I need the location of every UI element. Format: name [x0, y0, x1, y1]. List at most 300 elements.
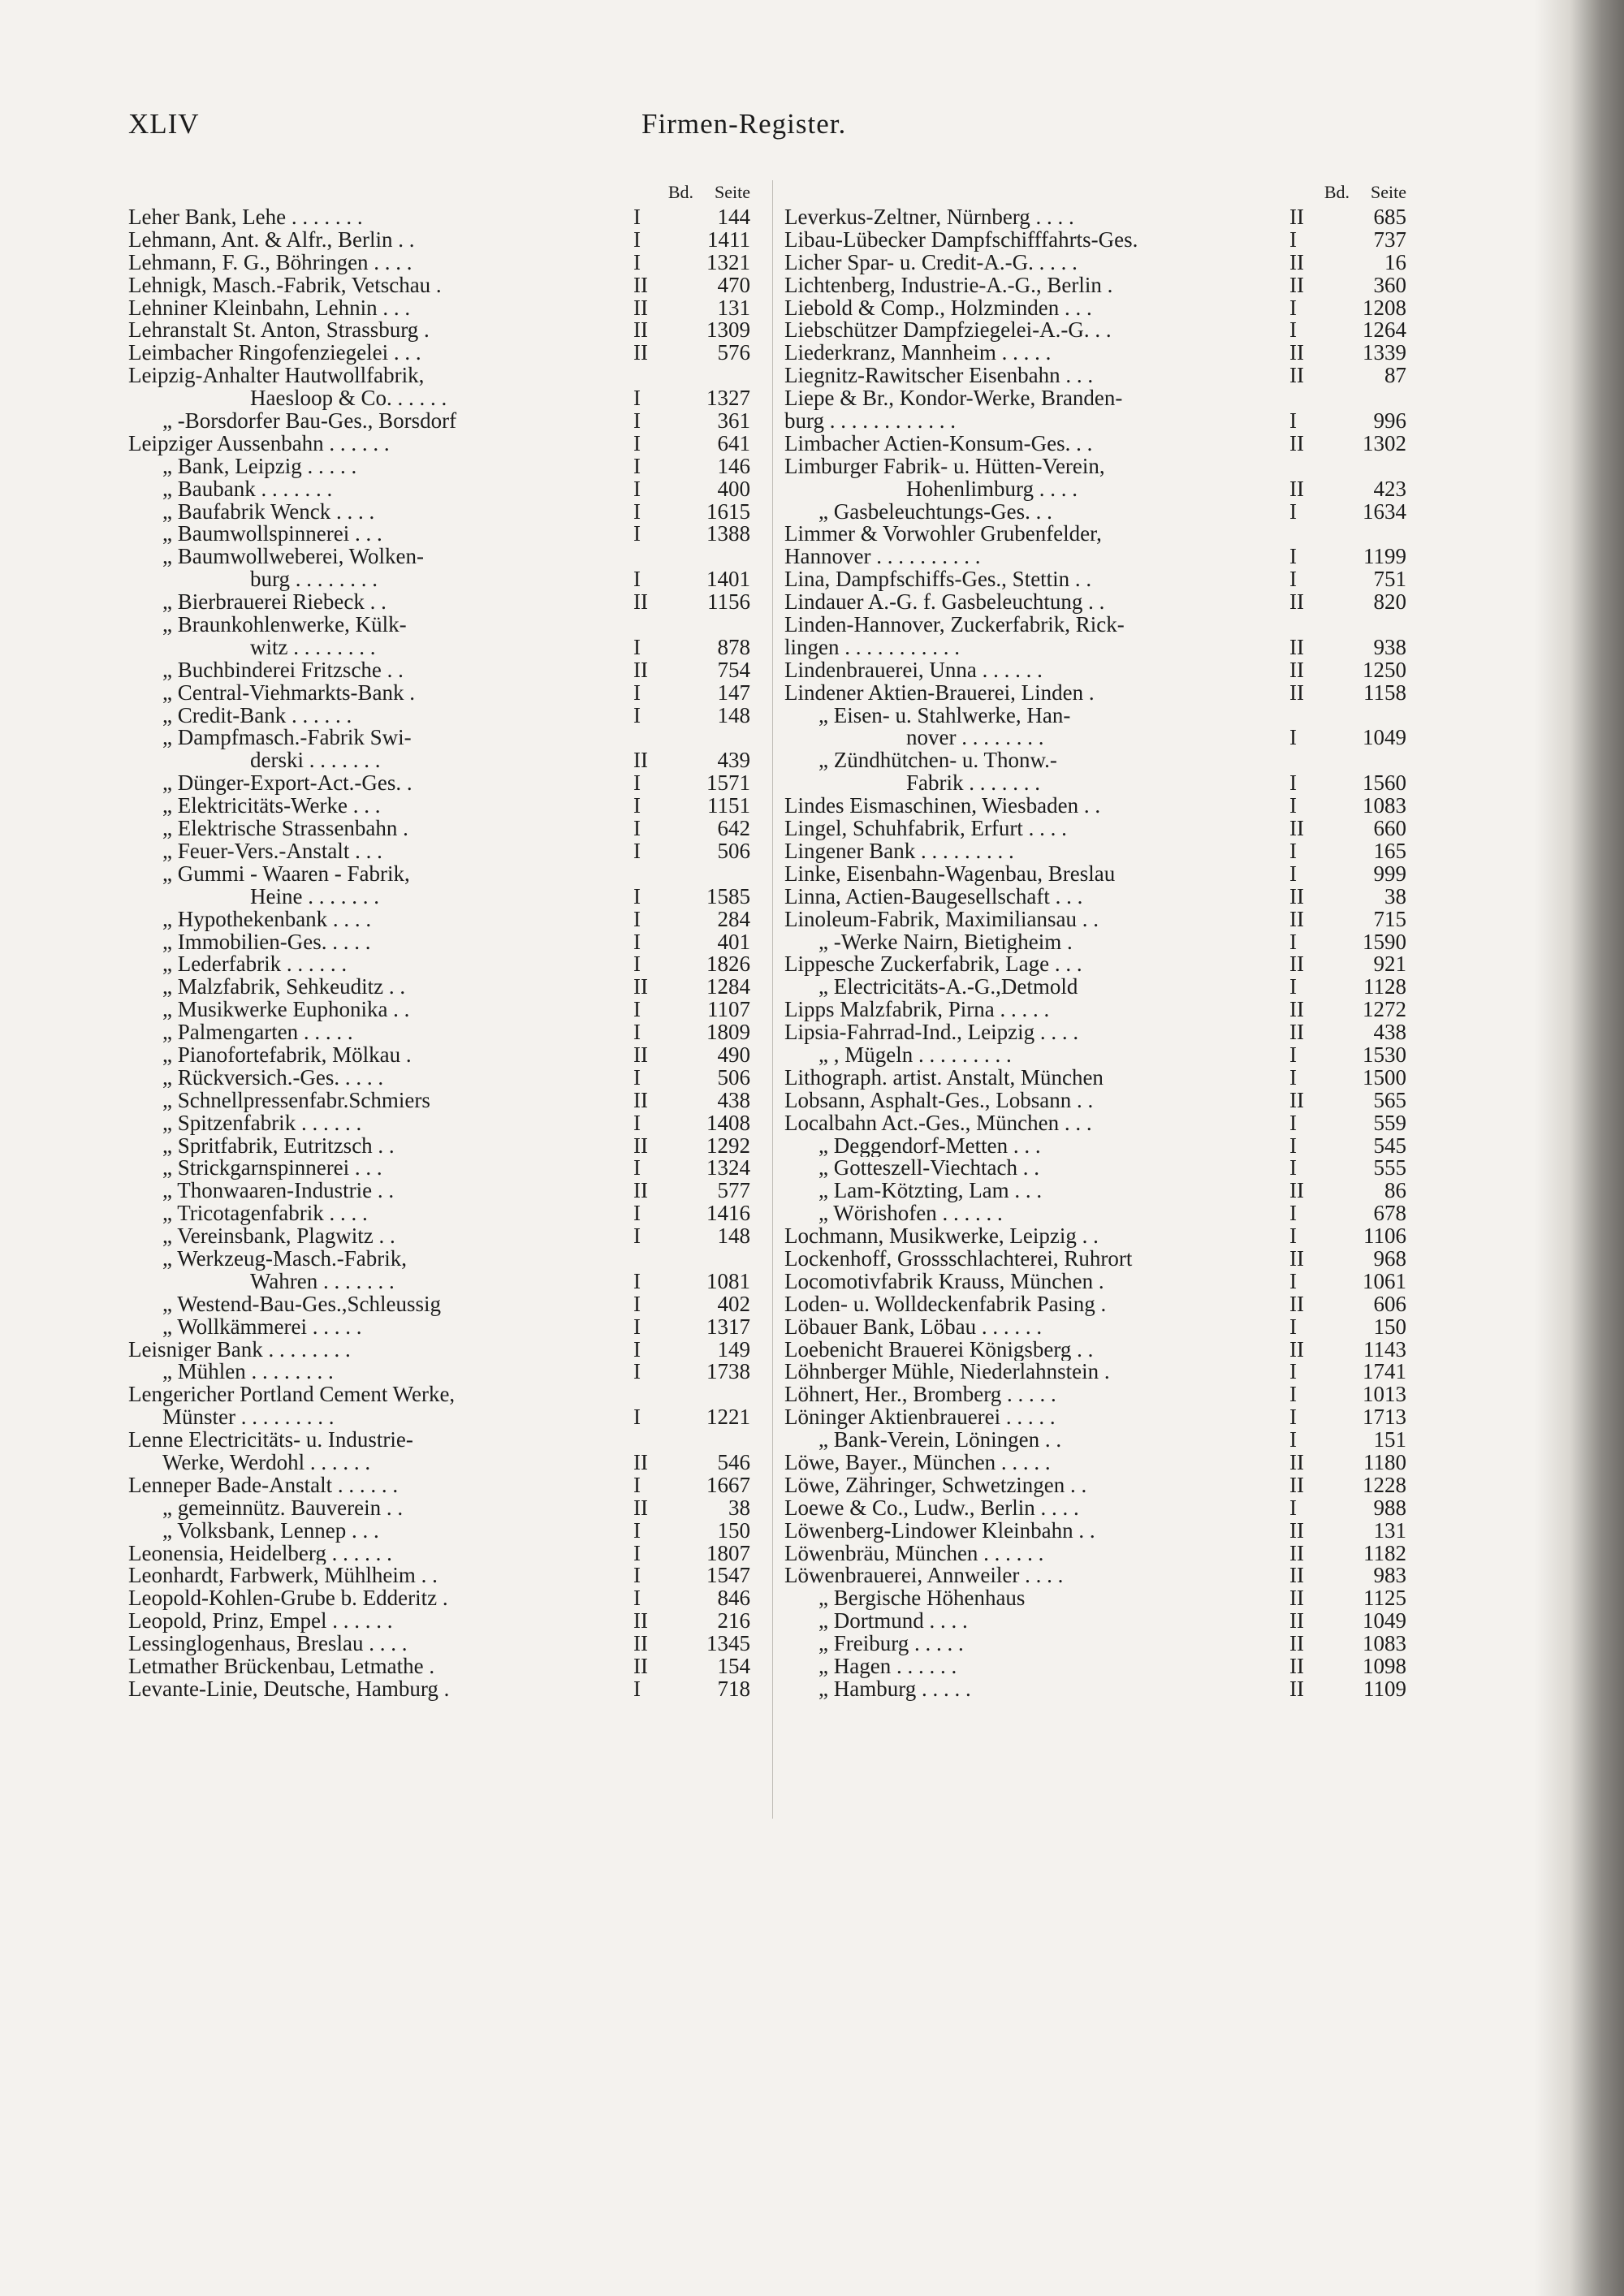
- entry-page: 576: [717, 340, 750, 365]
- entry-name: „ Lam-Kötzting, Lam . . .: [818, 1180, 1043, 1203]
- entry-page: 1809: [706, 1020, 750, 1045]
- seite-header: Seite: [1371, 182, 1406, 202]
- entry-page: 1345: [706, 1631, 750, 1656]
- entry-name: Linke, Eisenbahn-Wagenbau, Breslau: [784, 862, 1116, 886]
- entry-volume: I: [633, 1314, 641, 1339]
- entry-page: 1738: [706, 1359, 750, 1384]
- entry-name: Liegnitz-Rawitscher Eisenbahn . . .: [784, 365, 1094, 388]
- entry-name: „ Musikwerke Euphonika . .: [162, 999, 410, 1022]
- entry-volume: I: [633, 1472, 641, 1497]
- register-entry: [128, 387, 754, 410]
- register-entry: [784, 591, 1410, 614]
- entry-name: burg . . . . . . . .: [250, 568, 378, 592]
- register-entry: [128, 1112, 754, 1135]
- entry-page: 565: [1373, 1087, 1406, 1112]
- entry-volume: I: [633, 816, 641, 841]
- register-entry: [784, 772, 1410, 795]
- entry-volume: II: [1289, 1020, 1304, 1045]
- entry-page: 400: [717, 476, 750, 501]
- register-entry: [128, 430, 754, 455]
- entry-volume: II: [633, 295, 648, 320]
- entry-page: 1571: [706, 770, 750, 796]
- entry-volume: II: [1289, 1676, 1304, 1701]
- entry-name: „ Strickgarnspinnerei . . .: [162, 1157, 382, 1180]
- entry-name: Löwenberg-Lindower Kleinbahn . .: [784, 1519, 1095, 1543]
- entry-name: „ Gasbeleuchtungs-Ges. . .: [818, 500, 1052, 524]
- entry-volume: II: [1289, 1540, 1304, 1565]
- register-entry: [128, 931, 754, 954]
- entry-page: 754: [717, 657, 750, 682]
- entry-name: Hannover . . . . . . . . . .: [784, 546, 981, 569]
- entry-volume: I: [1289, 1064, 1297, 1090]
- entry-page: 1547: [706, 1563, 750, 1588]
- entry-volume: I: [1289, 408, 1297, 434]
- entry-volume: I: [1289, 929, 1297, 954]
- register-entry: [784, 863, 1410, 886]
- entry-volume: II: [1289, 906, 1304, 931]
- register-entry: [128, 546, 754, 568]
- register-entry: [784, 634, 1410, 659]
- entry-volume: I: [633, 249, 641, 274]
- entry-name: Lobsann, Asphalt-Ges., Lobsann . .: [784, 1089, 1094, 1112]
- entry-page: 1107: [707, 997, 750, 1022]
- entry-page: 506: [717, 838, 750, 863]
- entry-volume: II: [1289, 1586, 1304, 1611]
- register-entry: [128, 614, 754, 637]
- entry-name: Localbahn Act.-Ges., München . . .: [784, 1111, 1092, 1135]
- entry-volume: I: [1289, 1359, 1297, 1384]
- entry-page: 1590: [1363, 929, 1406, 954]
- entry-name: Locomotivfabrik Krauss, München .: [784, 1270, 1104, 1293]
- entry-name: Leonhardt, Farbwerk, Mühlheim . .: [128, 1564, 438, 1588]
- entry-name: „ Feuer-Vers.-Anstalt . . .: [162, 839, 382, 863]
- register-entry: [784, 365, 1410, 387]
- register-entry: [128, 772, 754, 795]
- register-entry: [128, 702, 754, 727]
- entry-page: 1083: [1363, 793, 1406, 818]
- right-column-header: [784, 179, 1410, 206]
- column-divider: [772, 180, 773, 1819]
- register-entry: [128, 498, 754, 524]
- entry-volume: II: [1289, 272, 1304, 297]
- entry-name: Lippesche Zuckerfabrik, Lage . . .: [784, 953, 1082, 977]
- entry-name: „ Lederfabrik . . . . . .: [162, 953, 348, 977]
- entry-page: 1272: [1363, 997, 1406, 1022]
- entry-volume: II: [633, 1654, 648, 1678]
- entry-volume: II: [633, 1631, 648, 1656]
- entry-volume: II: [633, 657, 648, 682]
- register-entry: [128, 863, 754, 886]
- left-column: [128, 179, 754, 1701]
- entry-volume: I: [633, 997, 641, 1022]
- register-entry: [784, 1225, 1410, 1248]
- register-entry: [784, 229, 1410, 252]
- entry-name: „ Wollkämmerei . . . . .: [162, 1315, 362, 1339]
- register-entry: [784, 1406, 1410, 1429]
- entry-name: „ Hamburg . . . . .: [818, 1677, 971, 1701]
- entry-page: 401: [717, 929, 750, 954]
- entry-name: Leipziger Aussenbahn . . . . . .: [128, 432, 390, 455]
- entry-page: 1388: [706, 521, 750, 546]
- register-entry: [784, 818, 1410, 840]
- entry-volume: II: [633, 1042, 648, 1067]
- entry-page: 606: [1373, 1291, 1406, 1316]
- entry-volume: I: [633, 929, 641, 954]
- entry-volume: I: [1289, 793, 1297, 818]
- register-entry: [128, 1268, 754, 1293]
- register-entry: [128, 1044, 754, 1067]
- entry-name: derski . . . . . . .: [250, 749, 381, 773]
- entry-volume: II: [1289, 883, 1304, 908]
- register-entry: [128, 274, 754, 297]
- register-entry: [128, 1064, 754, 1090]
- register-entry: [784, 931, 1410, 954]
- register-entry: [128, 908, 754, 931]
- entry-volume: I: [633, 1517, 641, 1543]
- register-entry: [784, 1610, 1410, 1633]
- entry-name: „ Tricotagenfabrik . . . .: [162, 1202, 368, 1226]
- register-entry: [784, 455, 1410, 478]
- entry-name: Lehranstalt St. Anton, Strassburg .: [128, 319, 430, 343]
- entry-volume: I: [1289, 1427, 1297, 1452]
- register-entry: [128, 249, 754, 274]
- entry-page: 506: [717, 1064, 750, 1090]
- entry-name: lingen . . . . . . . . . . .: [784, 636, 960, 659]
- entry-page: 148: [717, 702, 750, 727]
- entry-name: Lehnigk, Masch.-Fabrik, Vetschau .: [128, 274, 442, 297]
- entry-name: Lochmann, Musikwerke, Leipzig . .: [784, 1225, 1099, 1248]
- entry-name: witz . . . . . . . .: [250, 636, 376, 659]
- entry-volume: II: [1289, 634, 1304, 659]
- entry-page: 1264: [1363, 317, 1406, 343]
- entry-volume: II: [1289, 1654, 1304, 1678]
- register-entry: [784, 953, 1410, 976]
- entry-volume: I: [633, 680, 641, 705]
- entry-page: 165: [1373, 838, 1406, 863]
- register-entry: [128, 1316, 754, 1339]
- entry-page: 642: [717, 816, 750, 841]
- register-entry: [784, 1180, 1410, 1202]
- entry-page: 1585: [706, 883, 750, 908]
- entry-page: 1199: [1363, 544, 1406, 569]
- entry-name: Lindenbrauerei, Unna . . . . . .: [784, 658, 1043, 682]
- entry-volume: I: [633, 793, 641, 818]
- entry-volume: I: [633, 1563, 641, 1588]
- register-entry: [128, 1449, 754, 1474]
- register-entry: [128, 749, 754, 772]
- register-entry: [128, 229, 754, 252]
- register-entry: [784, 908, 1410, 931]
- entry-volume: I: [633, 1110, 641, 1135]
- entry-name: „ Buchbinderei Fritzsche . .: [162, 658, 404, 682]
- entry-volume: I: [633, 227, 641, 252]
- entry-page: 1560: [1363, 770, 1406, 796]
- entry-volume: II: [1289, 205, 1304, 229]
- entry-volume: I: [633, 567, 641, 592]
- register-entry: [784, 1021, 1410, 1044]
- entry-page: 1667: [706, 1472, 750, 1497]
- register-entry: [784, 682, 1410, 705]
- entry-volume: II: [1289, 249, 1304, 274]
- register-entry: [128, 1655, 754, 1678]
- entry-name: Lingener Bank . . . . . . . . .: [784, 839, 1014, 863]
- register-entry: [128, 727, 754, 749]
- entry-name: Werke, Werdohl . . . . . .: [162, 1451, 371, 1474]
- entry-page: 1106: [1363, 1224, 1406, 1249]
- entry-page: 438: [1373, 1020, 1406, 1045]
- entry-volume: I: [633, 386, 641, 411]
- entry-page: 1151: [707, 793, 750, 818]
- entry-name: Löbauer Bank, Löbau . . . . . .: [784, 1315, 1043, 1339]
- register-entry: [784, 976, 1410, 999]
- entry-volume: II: [1289, 680, 1304, 705]
- entry-volume: II: [633, 1608, 648, 1634]
- entry-volume: II: [633, 1087, 648, 1112]
- entry-volume: I: [1289, 1495, 1297, 1520]
- entry-volume: II: [1289, 816, 1304, 841]
- entry-volume: I: [633, 1155, 641, 1180]
- entry-name: Liebschützer Dampfziegelei-A.-G. . .: [784, 319, 1112, 343]
- register-entry: [128, 1180, 754, 1202]
- entry-page: 1083: [1363, 1631, 1406, 1656]
- entry-volume: II: [1289, 1608, 1304, 1634]
- entry-volume: I: [1289, 838, 1297, 863]
- entry-name: Lipsia-Fahrrad-Ind., Leipzig . . . .: [784, 1021, 1079, 1044]
- register-entry: [128, 591, 754, 614]
- entry-volume: I: [1289, 1268, 1297, 1293]
- register-entry: [784, 568, 1410, 591]
- entry-page: 154: [717, 1654, 750, 1678]
- entry-volume: I: [633, 1020, 641, 1045]
- entry-name: Lehmann, F. G., Böhringen . . . .: [128, 251, 412, 274]
- entry-volume: I: [633, 1540, 641, 1565]
- entry-name: Lindes Eismaschinen, Wiesbaden . .: [784, 795, 1101, 818]
- entry-volume: I: [633, 1268, 641, 1293]
- entry-volume: I: [1289, 317, 1297, 343]
- entry-page: 1221: [706, 1405, 750, 1430]
- register-entry: [784, 1497, 1410, 1520]
- register-entry: [128, 795, 754, 818]
- entry-name: „ Central-Viehmarkts-Bank .: [162, 681, 416, 705]
- right-column: [784, 179, 1410, 1701]
- register-entry: [784, 1587, 1410, 1610]
- entry-volume: II: [633, 1449, 648, 1474]
- register-entry: [784, 1655, 1410, 1678]
- entry-volume: I: [1289, 1133, 1297, 1158]
- entry-name: „ Hagen . . . . . .: [818, 1655, 957, 1678]
- register-entry: [784, 705, 1410, 727]
- entry-name: Letmather Brückenbau, Letmathe .: [128, 1655, 435, 1678]
- entry-volume: I: [633, 1405, 641, 1430]
- entry-page: 546: [717, 1449, 750, 1474]
- entry-page: 751: [1373, 567, 1406, 592]
- entry-name: Lehniner Kleinbahn, Lehnin . . .: [128, 296, 411, 320]
- entry-page: 1416: [706, 1201, 750, 1226]
- register-entry: [784, 1316, 1410, 1339]
- register-entry: [128, 883, 754, 908]
- register-entry: [128, 1497, 754, 1520]
- entry-page: 1158: [1363, 680, 1406, 705]
- entry-page: 660: [1373, 816, 1406, 841]
- entry-volume: II: [1289, 589, 1304, 615]
- entry-name: „ -Werke Nairn, Bietigheim .: [818, 930, 1073, 954]
- entry-page: 1098: [1363, 1654, 1406, 1678]
- entry-page: 216: [717, 1608, 750, 1634]
- entry-page: 150: [717, 1517, 750, 1543]
- entry-volume: I: [1289, 544, 1297, 569]
- register-entry: [784, 1293, 1410, 1316]
- entry-page: 149: [717, 1336, 750, 1362]
- entry-page: 147: [717, 680, 750, 705]
- register-entry: [128, 1361, 754, 1383]
- register-entry: [128, 1157, 754, 1180]
- register-entry: [784, 387, 1410, 410]
- entry-page: 151: [1373, 1427, 1406, 1452]
- entry-page: 438: [717, 1087, 750, 1112]
- entry-volume: I: [633, 1291, 641, 1316]
- entry-volume: I: [1289, 498, 1297, 524]
- entry-page: 921: [1373, 952, 1406, 977]
- entry-page: 148: [717, 1224, 750, 1249]
- register-entry: [128, 1429, 754, 1452]
- register-entry: [128, 1135, 754, 1158]
- register-entry: [128, 1336, 754, 1362]
- entry-name: „ Dortmund . . . .: [818, 1610, 968, 1634]
- entry-page: 1109: [1363, 1676, 1406, 1701]
- entry-name: „ Immobilien-Ges. . . . .: [162, 930, 371, 954]
- register-entry: [128, 365, 754, 387]
- entry-volume: II: [633, 748, 648, 773]
- entry-volume: II: [1289, 1449, 1304, 1474]
- entry-volume: I: [1289, 1382, 1297, 1407]
- entry-volume: II: [1289, 363, 1304, 388]
- entry-name: Löhnberger Mühle, Niederlahnstein .: [784, 1361, 1110, 1384]
- register-entry: [784, 1633, 1410, 1655]
- entry-page: 1125: [1363, 1586, 1406, 1611]
- entry-name: „ Pianofortefabrik, Mölkau .: [162, 1043, 412, 1067]
- entry-name: Wahren . . . . . . .: [250, 1270, 395, 1293]
- entry-name: Loden- u. Wolldeckenfabrik Pasing .: [784, 1293, 1107, 1316]
- entry-name: „ Schnellpressenfabr.Schmiers: [162, 1089, 430, 1112]
- register-entry: [128, 818, 754, 840]
- register-entry: [784, 1157, 1410, 1180]
- entry-name: Löwenbräu, München . . . . . .: [784, 1542, 1044, 1565]
- register-entry: [784, 1361, 1410, 1383]
- entry-name: „ Malzfabrik, Sehkeuditz . .: [162, 976, 406, 999]
- bd-header: Bd.: [1324, 182, 1350, 202]
- entry-page: 968: [1373, 1245, 1406, 1271]
- entry-volume: II: [1289, 1472, 1304, 1497]
- entry-volume: I: [1289, 1405, 1297, 1430]
- entry-page: 715: [1373, 906, 1406, 931]
- entry-name: „ Mühlen . . . . . . . .: [162, 1361, 334, 1384]
- register-entry: [128, 659, 754, 682]
- entry-name: nover . . . . . . . .: [906, 727, 1044, 750]
- register-entry: [128, 206, 754, 229]
- entry-name: „ gemeinnütz. Bauverein . .: [162, 1496, 404, 1520]
- entry-name: Lenneper Bade-Anstalt . . . . . .: [128, 1474, 399, 1497]
- entry-name: „ Thonwaaren-Industrie . .: [162, 1180, 395, 1203]
- entry-name: Linoleum-Fabrik, Maximiliansau . .: [784, 908, 1099, 931]
- entry-volume: II: [1289, 1245, 1304, 1271]
- entry-name: Leverkus-Zeltner, Nürnberg . . . .: [784, 206, 1074, 229]
- register-entry: [128, 319, 754, 342]
- entry-page: 38: [728, 1495, 750, 1520]
- entry-page: 983: [1373, 1563, 1406, 1588]
- entry-volume: II: [1289, 1631, 1304, 1656]
- entry-volume: II: [633, 589, 648, 615]
- entry-volume: I: [633, 702, 641, 727]
- register-entry: [128, 1474, 754, 1497]
- page-number: XLIV: [128, 108, 200, 140]
- register-entry: [128, 953, 754, 976]
- register-entry: [784, 1336, 1410, 1362]
- register-entry: [784, 1540, 1410, 1565]
- entry-name: „ Gummi - Waaren - Fabrik,: [162, 862, 410, 886]
- entry-volume: I: [1289, 567, 1297, 592]
- register-entry: [128, 342, 754, 365]
- entry-name: Löwe, Zähringer, Schwetzingen . .: [784, 1474, 1087, 1497]
- entry-volume: II: [1289, 430, 1304, 455]
- entry-page: 360: [1373, 272, 1406, 297]
- entry-volume: I: [633, 1064, 641, 1090]
- entry-name: „ Palmengarten . . . . .: [162, 1021, 353, 1044]
- register-entry: [128, 455, 754, 478]
- entry-volume: I: [1289, 1314, 1297, 1339]
- entry-name: „ Dünger-Export-Act.-Ges. .: [162, 772, 412, 796]
- entry-page: 938: [1373, 634, 1406, 659]
- entry-page: 1327: [706, 386, 750, 411]
- entry-page: 284: [717, 906, 750, 931]
- entry-name: Lindener Aktien-Brauerei, Linden .: [784, 681, 1095, 705]
- register-entry: [784, 1268, 1410, 1293]
- entry-volume: I: [1289, 1224, 1297, 1249]
- entry-name: „ Baufabrik Wenck . . . .: [162, 500, 375, 524]
- entry-page: 1826: [706, 952, 750, 977]
- entry-volume: I: [633, 952, 641, 977]
- entry-name: Leisniger Bank . . . . . . . .: [128, 1338, 351, 1362]
- entry-volume: II: [1289, 1291, 1304, 1316]
- entry-name: „ Freiburg . . . . .: [818, 1633, 964, 1656]
- register-entry: [784, 1044, 1410, 1067]
- entry-page: 846: [717, 1586, 750, 1611]
- register-entry: [128, 523, 754, 546]
- entry-name: „ Bank-Verein, Löningen . .: [818, 1429, 1062, 1452]
- register-entry: [128, 1540, 754, 1565]
- entry-page: 402: [717, 1291, 750, 1316]
- entry-page: 1741: [1363, 1359, 1406, 1384]
- register-entry: [128, 682, 754, 705]
- entry-page: 470: [717, 272, 750, 297]
- register-entry: [784, 727, 1410, 749]
- entry-name: „ Baumwollspinnerei . . .: [162, 523, 382, 546]
- entry-volume: I: [1289, 725, 1297, 750]
- page-title: Firmen-Register.: [641, 108, 847, 140]
- entry-volume: I: [633, 408, 641, 434]
- page-edge-shadow: [1535, 0, 1624, 2296]
- entry-volume: I: [1289, 770, 1297, 796]
- entry-page: 555: [1373, 1155, 1406, 1180]
- register-entry: [128, 1587, 754, 1610]
- entry-page: 545: [1373, 1133, 1406, 1158]
- entry-volume: I: [1289, 861, 1297, 886]
- register-entry: [784, 614, 1410, 637]
- entry-page: 87: [1384, 363, 1406, 388]
- entry-name: „ Electricitäts-A.-G.,Detmold: [818, 976, 1078, 999]
- entry-volume: I: [1289, 1042, 1297, 1067]
- entry-name: Loewe & Co., Ludw., Berlin . . . .: [784, 1496, 1079, 1520]
- entry-name: „ , Mügeln . . . . . . . . .: [818, 1043, 1012, 1067]
